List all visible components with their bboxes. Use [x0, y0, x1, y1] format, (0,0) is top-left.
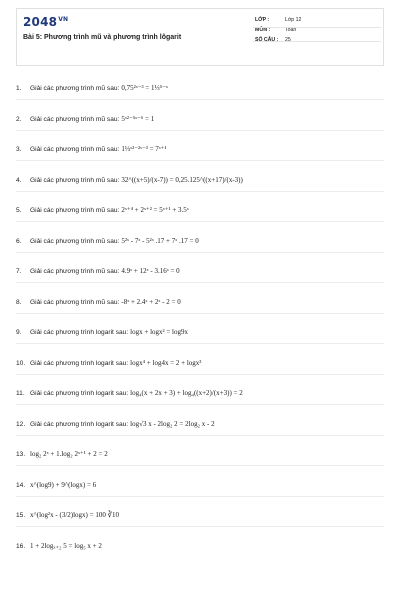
question-separator [16, 313, 384, 314]
question-separator [16, 221, 384, 222]
logo-suffix: VN [58, 16, 69, 23]
question-item [16, 389, 384, 397]
question-equation: 5²ˣ - 7ˣ - 5²ˣ .17 + 7ˣ .17 = 0 [121, 236, 199, 245]
question-item [16, 267, 384, 275]
question-item [16, 84, 384, 92]
question-number: 6. [16, 237, 22, 245]
question-text: Giải các phương trình logarit sau: [30, 359, 129, 367]
question-item [16, 206, 384, 214]
question-item [16, 420, 384, 428]
question-number: 13. [16, 451, 26, 458]
question-text: Giải các phương trình logarit sau: [30, 420, 129, 428]
question-number: 12. [16, 420, 26, 428]
question-item [16, 298, 384, 306]
question-number: 14. [16, 481, 26, 489]
question-item [16, 328, 384, 336]
question-number: 4. [16, 176, 22, 184]
meta-label: SỐ CÂU : [255, 37, 279, 43]
brand-logo [23, 15, 68, 29]
worksheet-title: Bài 5: Phương trình mũ và phương trình lôgarit [23, 34, 182, 41]
question-text: Giải các phương trình mũ sau: [30, 237, 120, 245]
question-number: 15. [16, 512, 26, 519]
question-separator [16, 496, 384, 497]
question-text: Giải các phương trình mũ sau: [30, 146, 120, 153]
question-number: 7. [16, 268, 22, 275]
question-separator [16, 252, 384, 253]
question-equation: log₄(x + 2x + 3) + log₄((x+2)/(x+3)) = 2 [130, 389, 243, 397]
question-separator [16, 465, 384, 466]
meta-row-count [255, 35, 381, 45]
question-separator [16, 404, 384, 405]
worksheet-header [16, 8, 384, 66]
question-number: 10. [16, 359, 26, 367]
question-item [16, 542, 384, 550]
question-text: Giải các phương trình mũ sau: [30, 298, 120, 306]
question-text: Giải các phương trình mũ sau: [30, 115, 120, 123]
question-equation: -8ˣ + 2.4ˣ + 2ˣ - 2 = 0 [121, 297, 181, 306]
question-item [16, 237, 384, 245]
question-item [16, 481, 384, 489]
question-item [16, 145, 384, 153]
question-equation: 1 + 2logₓ₊₂ 5 = log₅ x + 2 [30, 541, 102, 550]
question-number: 5. [16, 207, 22, 214]
question-separator [16, 526, 384, 527]
question-item [16, 176, 384, 184]
meta-value: 25 [285, 37, 291, 43]
question-separator [16, 99, 384, 100]
question-equation: logx⁴ + log4x = 2 + logx³ [130, 358, 202, 367]
question-number: 16. [16, 542, 26, 550]
meta-label: MÔN : [255, 27, 271, 33]
question-text: Giải các phương trình mũ sau: [30, 85, 120, 92]
question-equation: 0,75²ˣ⁻³ = 1⅓⁵⁻ˣ [121, 84, 168, 92]
question-number: 9. [16, 329, 22, 336]
meta-value: Lớp 12 [285, 17, 302, 23]
meta-label: LỚP : [255, 17, 270, 23]
meta-divider [253, 41, 381, 42]
question-separator [16, 435, 384, 436]
question-separator [16, 374, 384, 375]
question-separator [16, 191, 384, 192]
question-number: 3. [16, 146, 22, 153]
question-equation: 1⅓ˣ²⁻²ˣ⁻³ = 7ˣ⁺¹ [121, 145, 167, 153]
question-text: Giải các phương trình mũ sau: [30, 268, 120, 275]
question-item [16, 450, 384, 458]
question-equation: 4.9ˣ + 12ˣ - 3.16ˣ = 0 [121, 267, 180, 275]
question-number: 1. [16, 85, 22, 92]
question-item [16, 511, 384, 519]
question-item [16, 359, 384, 367]
question-number: 8. [16, 298, 22, 306]
question-text: Giải các phương trình logarit sau: [30, 390, 129, 397]
question-separator [16, 160, 384, 161]
question-text: Giải các phương trình mũ sau: [30, 207, 120, 214]
question-separator [16, 343, 384, 344]
question-number: 11. [16, 390, 25, 397]
meta-value: Toán [285, 27, 297, 33]
question-number: 2. [16, 115, 22, 123]
question-equation: 32^((x+5)/(x-7)) = 0,25.125^((x+17)/(x-3)) [121, 175, 243, 184]
question-equation: 2ˣ⁺⁴ + 2ˣ⁺² = 5ˣ⁺¹ + 3.5ˣ [121, 206, 189, 214]
question-item [16, 115, 384, 123]
question-separator [16, 282, 384, 283]
question-separator [16, 130, 384, 131]
meta-divider [253, 27, 381, 28]
question-equation: 5ˣ²⁻⁵ˣ⁻⁶ = 1 [121, 114, 155, 123]
question-equation: log√3 x - 2log₂ 2 = 2log₂ x - 2 [130, 419, 215, 428]
question-text: Giải các phương trình mũ sau: [30, 176, 120, 184]
question-equation: x^(log²x - (3/2)logx) = 100 ∛10 [30, 511, 120, 519]
question-equation: log₂ 2ˣ + 1.log₂ 2ˣ⁺¹ + 2 = 2 [30, 450, 108, 458]
question-text: Giải các phương trình logarit sau: [30, 329, 129, 336]
question-equation: x^(log9) + 9^(logx) = 6 [30, 480, 97, 489]
logo-text: 2048 [23, 15, 58, 29]
meta-row-class [255, 15, 381, 25]
question-equation: logx + logx² = log9x [130, 328, 189, 336]
